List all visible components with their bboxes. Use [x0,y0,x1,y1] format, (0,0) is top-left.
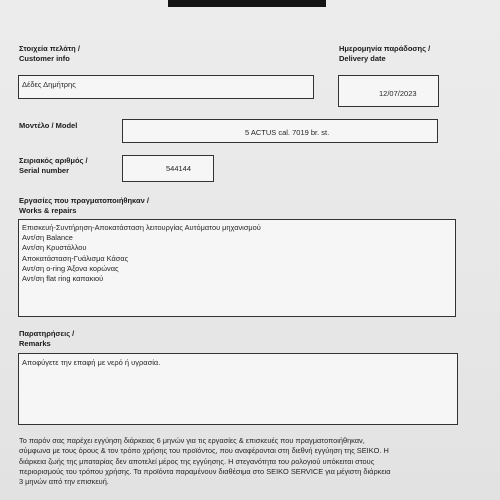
works-label [19,196,149,216]
customer-info-label-en: Customer info [19,54,70,63]
customer-name: Δέδες Δημήτρης [22,80,76,89]
works-item: Επισκευή-Συντήρηση-Αποκατάσταση λειτουργίας Αυτόματου μηχανισμού [22,223,261,232]
works-list [22,223,261,284]
serial-number-value: 544144 [166,164,192,173]
warranty-line: διάρκεια ζωής της μπαταρίας δεν αποτελεί μέρος της εγγύησης. Η στεγανότητα του ρολογιού υπόκειται στους [19,456,375,466]
works-item: Αντ/ση Κρυστάλλου [22,243,87,253]
works-item: Αντ/ση flat ring καπακιού [22,274,104,284]
works-item: Αντ/ση Balance [22,233,73,243]
warranty-line: Το παρόν σας παρέχει εγγύηση διάρκειας 6 μηνών για τις εργασίες & επισκευές που πραγματοποιήθηκαν, [19,436,365,445]
serial-number-box [122,155,214,182]
model-value: 5 ACTUS cal. 7019 br. st. [245,128,330,137]
works-item: Αποκατάσταση-Γυάλισμα Κάσας [22,253,129,263]
model-box [122,119,438,143]
delivery-date-label-gr: Ημερομηνία παράδοσης / [339,44,431,53]
delivery-date-label-en: Delivery date [339,54,386,63]
header-black-bar [168,0,326,7]
customer-info-label-gr: Στοιχεία πελάτη / [19,44,80,53]
delivery-date-label [339,44,430,64]
works-label-en: Works & repairs [19,206,77,215]
warranty-line: 3 μηνών από την επισκευή. [19,477,109,487]
remarks-text: Αποφύγετε την επαφή με νερό ή υγρασία. [22,358,161,367]
model-label: Μοντέλο / Model [19,121,78,130]
serial-number-label [19,156,88,176]
works-item: Αντ/ση o-ring Άξονα κορώνας [22,263,119,273]
works-label-gr: Εργασίες που πραγματοποιήθηκαν / [19,196,149,205]
serial-number-label-gr: Σειριακός αριθμός / [19,156,88,165]
delivery-date-box [338,75,439,107]
warranty-line: σύμφωνα με τους όρους & τον τρόπο χρήσης του προϊόντος, που αναφέρονται στη διεθνή εγγύηση της SEIKO. Η [19,446,389,456]
delivery-date-value: 12/07/2023 [379,89,417,98]
remarks-label [19,329,74,349]
warranty-text [19,436,479,487]
works-box [18,219,456,317]
remarks-label-gr: Παρατηρήσεις / [19,329,75,338]
customer-name-box [18,75,314,99]
customer-info-label [19,44,80,64]
warranty-line: περιορισμούς του τρόπου χρήσης. Τα προϊόντα παραμένουν διαθέσιμα στο SEIKO SERVICE για μέγιστη διάρκεια [19,466,391,476]
remarks-label-en: Remarks [19,339,51,348]
remarks-box [18,353,458,425]
serial-number-label-en: Serial number [19,166,70,175]
